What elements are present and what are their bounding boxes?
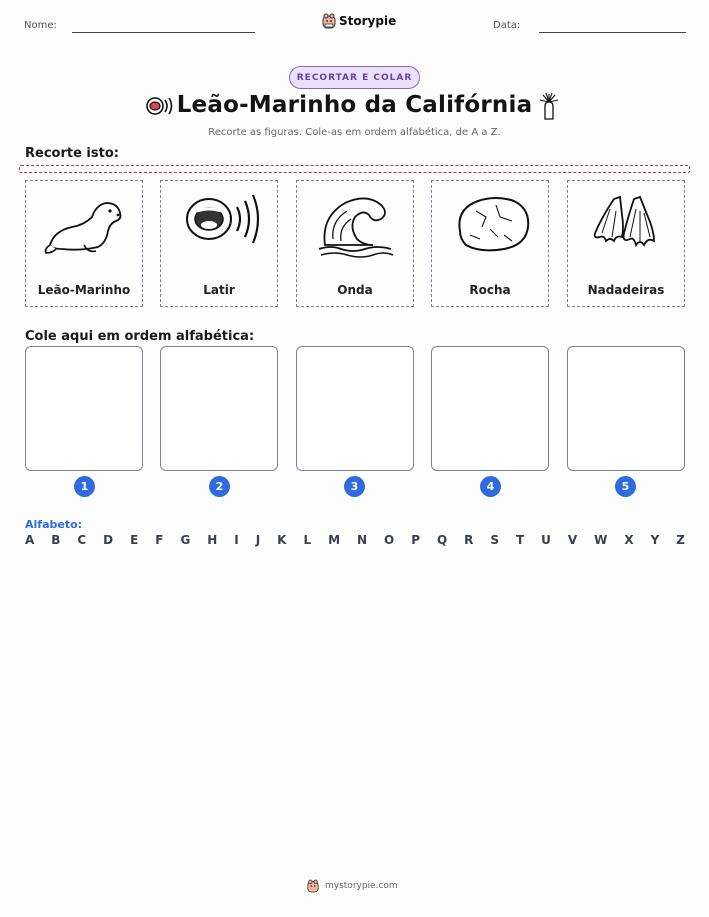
alphabet-letter: F [155, 533, 164, 547]
slot-number-badge: 2 [209, 476, 230, 497]
alphabet-letter: B [51, 533, 61, 547]
cut-card-flippers[interactable] [567, 180, 685, 307]
alphabet-letter: N [357, 533, 368, 547]
worksheet-title [0, 92, 709, 118]
alphabet-letter: Z [676, 533, 685, 547]
paste-slot-2[interactable] [160, 346, 278, 471]
flippers-icon [582, 187, 672, 259]
date-field[interactable] [539, 32, 686, 33]
card-label: Latir [203, 283, 235, 297]
alphabet-letter: J [255, 533, 261, 547]
sea-lion-icon [40, 187, 130, 259]
paste-slot-5[interactable] [567, 346, 685, 471]
alphabet-letter: C [77, 533, 87, 547]
cut-card-sea-lion[interactable] [25, 180, 143, 307]
storypie-logo [322, 13, 396, 29]
storypie-logo-icon [322, 13, 336, 29]
alphabet-letter: P [411, 533, 420, 547]
wave-icon [311, 187, 401, 259]
alphabet-letter: O [384, 533, 395, 547]
paste-slot-1[interactable] [25, 346, 143, 471]
cut-card-wave[interactable] [296, 180, 414, 307]
slot-number-badge: 4 [480, 476, 501, 497]
card-label: Onda [337, 283, 373, 297]
alphabet-letter: M [328, 533, 341, 547]
cut-card-bark[interactable] [160, 180, 278, 307]
worksheet-badge: RECORTAR E COLAR [289, 66, 420, 89]
brand-name: Storypie [339, 14, 397, 28]
worksheet-instructions: Recorte as figuras. Cole-as em ordem alfabética, de A a Z. [208, 127, 501, 138]
name-field[interactable] [72, 32, 255, 33]
slot-number-badge: 1 [74, 476, 95, 497]
alphabet-letter: Q [436, 533, 448, 547]
alphabet-letter: I [234, 533, 239, 547]
date-label: Data: [493, 20, 521, 31]
alphabet-letter: L [303, 533, 312, 547]
alphabet-letter: K [277, 533, 287, 547]
footer [307, 879, 398, 893]
barking-mouth-icon [175, 187, 265, 259]
name-label: Nome: [24, 20, 57, 31]
alphabet-letter: V [567, 533, 578, 547]
footer-site-link[interactable]: mystorypie.com [325, 881, 398, 891]
alphabet-letter: U [541, 533, 551, 547]
paste-slot-4[interactable] [431, 346, 549, 471]
alphabet-letter: W [594, 533, 608, 547]
alphabet-letter: R [464, 533, 474, 547]
card-label: Nadadeiras [587, 283, 665, 297]
barking-title-icon [146, 95, 174, 117]
rock-icon [446, 187, 536, 259]
alphabet-letter: D [103, 533, 114, 547]
alphabet-letter: S [490, 533, 499, 547]
alphabet-row [25, 533, 685, 547]
cut-line [19, 165, 690, 173]
sea-anemone-icon [537, 92, 561, 120]
slot-number-badge: 3 [344, 476, 365, 497]
cut-section-label: Recorte isto: [25, 146, 119, 161]
cut-card-rock[interactable] [431, 180, 549, 307]
alphabet-letter: T [515, 533, 525, 547]
storypie-footer-icon [307, 879, 319, 893]
alphabet-letter: E [130, 533, 139, 547]
title-text: Leão-Marinho da Califórnia [176, 92, 533, 118]
paste-slot-3[interactable] [296, 346, 414, 471]
alphabet-letter: A [25, 533, 35, 547]
card-label: Leão-Marinho [37, 283, 131, 297]
alphabet-letter: X [624, 533, 634, 547]
card-label: Rocha [469, 283, 511, 297]
paste-section-label: Cole aqui em ordem alfabética: [25, 329, 255, 344]
alphabet-label: Alfabeto: [25, 518, 83, 531]
slot-number-badge: 5 [615, 476, 636, 497]
alphabet-letter: H [207, 533, 218, 547]
alphabet-letter: G [180, 533, 191, 547]
alphabet-letter: Y [650, 533, 660, 547]
